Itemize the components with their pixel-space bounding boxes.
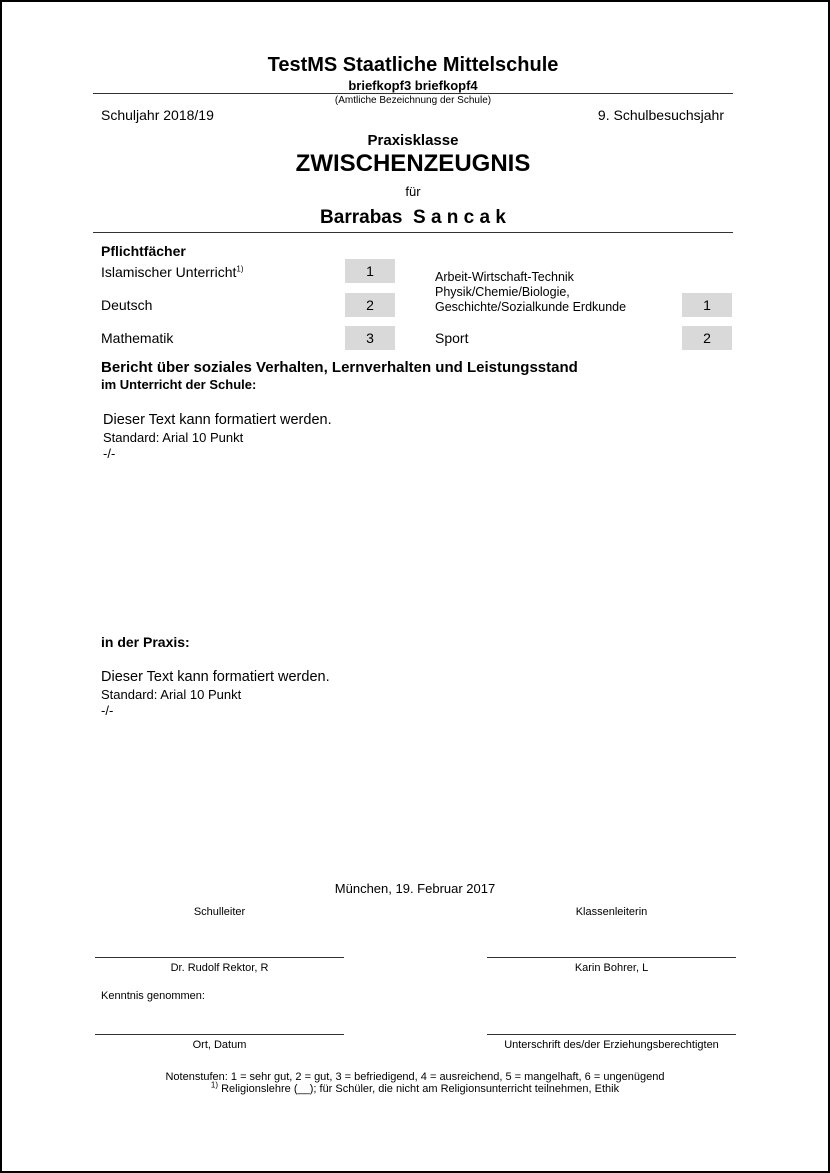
guardian-signature-label: Unterschrift des/der Erziehungsberechtigten bbox=[504, 1039, 719, 1051]
school-name: TestMS Staatliche Mittelschule bbox=[267, 54, 559, 76]
place-date: München, 19. Februar 2017 bbox=[334, 881, 496, 896]
class-teacher-role: Klassenleiterin bbox=[575, 906, 648, 918]
subject-name: Mathematik bbox=[101, 330, 174, 346]
grade-box: 3 bbox=[345, 326, 395, 350]
subject-name-multiline: Arbeit-Wirtschaft-Technik Physik/Chemie/Biologie, Geschichte/Sozialkunde Erdkunde bbox=[435, 270, 627, 314]
acknowledged-label: Kenntnis genommen: bbox=[101, 990, 205, 1002]
class-teacher-signature-line bbox=[487, 957, 736, 958]
school-year: Schuljahr 2018/19 bbox=[101, 107, 214, 123]
attendance-year: 9. Schulbesuchsjahr bbox=[597, 107, 724, 123]
subjects-heading: Pflichtfächer bbox=[101, 243, 186, 259]
school-text-line: -/- bbox=[103, 446, 116, 461]
class-teacher-name: Karin Bohrer, L bbox=[574, 962, 649, 974]
ort-datum-label: Ort, Datum bbox=[192, 1039, 247, 1051]
document-title: ZWISCHENZEUGNIS bbox=[295, 150, 531, 177]
official-note: (Amtliche Bezeichnung der Schule) bbox=[334, 95, 492, 106]
ort-datum-line bbox=[95, 1034, 344, 1035]
school-text-line: Dieser Text kann formatiert werden. bbox=[103, 412, 332, 428]
grade-scale: Notenstufen: 1 = sehr gut, 2 = gut, 3 = befriedigend, 4 = ausreichend, 5 = mangelhaft, 6 = ungenügend bbox=[165, 1071, 665, 1083]
for-label: für bbox=[405, 184, 421, 199]
grade-box: 2 bbox=[345, 293, 395, 317]
principal-role: Schulleiter bbox=[193, 906, 246, 918]
practice-text-line: Standard: Arial 10 Punkt bbox=[101, 687, 242, 702]
subject-name: Islamischer Unterricht$^{1)}$ bbox=[101, 264, 244, 280]
subject-name: Deutsch bbox=[101, 297, 153, 313]
guardian-signature-line bbox=[487, 1034, 736, 1035]
school-text-line: Standard: Arial 10 Punkt bbox=[103, 430, 244, 445]
practice-text-line: -/- bbox=[101, 703, 114, 718]
grade-box: 1 bbox=[345, 259, 395, 283]
title-divider bbox=[93, 232, 733, 233]
letterhead: briefkopf3 briefkopf4 bbox=[348, 78, 478, 93]
header-divider bbox=[93, 93, 733, 94]
practice-heading: in der Praxis: bbox=[101, 634, 190, 650]
report-heading: Bericht über soziales Verhalten, Lernverhalten und Leistungsstand bbox=[101, 359, 578, 376]
subject-name: Sport bbox=[435, 330, 469, 346]
footnote: $^{1)}$ Religionslehre (__); für Schüler, die nicht am Religionsunterricht teilnehmen, Ethik bbox=[210, 1080, 620, 1095]
practice-text-line: Dieser Text kann formatiert werden. bbox=[101, 669, 330, 685]
student-name: Barrabas S a n c a k bbox=[320, 207, 506, 228]
principal-signature-line bbox=[95, 957, 344, 958]
class-type: Praxisklasse bbox=[367, 132, 459, 149]
grade-box: 2 bbox=[682, 326, 732, 350]
grade-box: 1 bbox=[682, 293, 732, 317]
principal-name: Dr. Rudolf Rektor, R bbox=[170, 962, 269, 974]
report-subheading: im Unterricht der Schule: bbox=[101, 377, 257, 392]
